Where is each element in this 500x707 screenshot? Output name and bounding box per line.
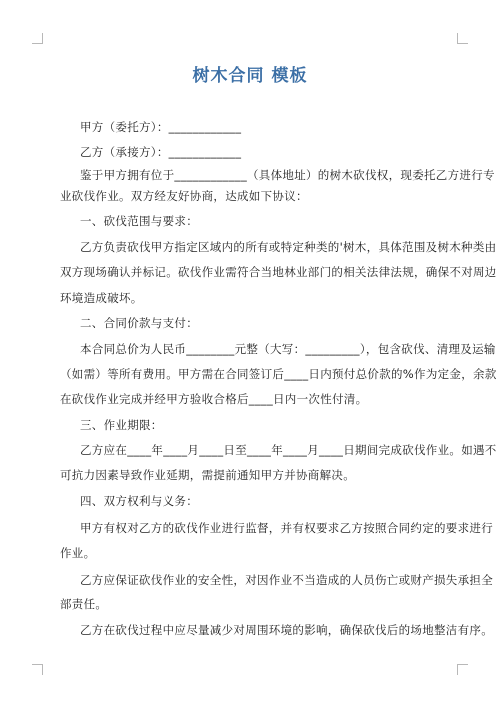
party-a-line: 甲方（委托方）：____________ bbox=[80, 120, 242, 134]
crop-mark-bottom-left bbox=[32, 664, 43, 675]
section-1-line-3: 环境造成破坏。 bbox=[60, 291, 143, 305]
section-1-line-1: 乙方负责砍伐甲方指定区域内的所有或特定种类的'树木，具体范围及树木种类由 bbox=[80, 240, 497, 254]
section-2-heading: 二、合同价款与支付： bbox=[80, 316, 198, 330]
section-2-line-1: 本合同总价为人民币________元整（大写：_________），包含砍伐、清理及运输 bbox=[80, 342, 496, 356]
crop-mark-bottom-right bbox=[457, 664, 468, 675]
preamble-line-1: 鉴于甲方拥有位于____________（具体地址）的树木砍伐权，现委托乙方进行专 bbox=[80, 168, 495, 182]
crop-mark-top-left bbox=[32, 33, 43, 44]
section-4-line-5: 乙方在砍伐过程中应尽量减少对周围环境的影响，确保砍伐后的场地整洁有序。 bbox=[80, 623, 493, 637]
party-b-line: 乙方（承接方）：____________ bbox=[80, 145, 242, 159]
section-4-line-3: 乙方应保证砍伐作业的安全性，对因作业不当造成的人员伤亡或财产损失承担全 bbox=[80, 573, 493, 587]
section-4-heading: 四、双方权利与义务： bbox=[80, 494, 198, 508]
document-title: 树木合同 模板 bbox=[192, 66, 308, 86]
section-3-line-2: 可抗力因素导致作业延期，需提前通知甲方并协商解决。 bbox=[60, 468, 355, 482]
preamble-line-2: 业砍伐作业。双方经友好协商，达成如下协议： bbox=[60, 189, 308, 203]
section-2-line-2: （如需）等所有费用。甲方需在合同签订后____日内预付总价款的%作为定金，余款 bbox=[60, 367, 497, 381]
section-4-line-2: 作业。 bbox=[60, 546, 96, 560]
section-4-line-1: 甲方有权对乙方的砍伐作业进行监督，并有权要求乙方按照合同约定的要求进行 bbox=[80, 521, 493, 535]
section-1-line-2: 双方现场确认并标记。砍伐作业需符合当地林业部门的相关法律法规，确保不对周边 bbox=[60, 265, 497, 279]
section-1-heading: 一、砍伐范围与要求： bbox=[80, 214, 198, 228]
section-2-line-3: 在砍伐作业完成并经甲方验收合格后____日内一次性付清。 bbox=[60, 392, 368, 406]
section-4-line-4: 部责任。 bbox=[60, 597, 108, 611]
section-3-heading: 三、作业期限： bbox=[80, 418, 163, 432]
section-3-line-1: 乙方应在____年____月____日至____年____月____日期间完成砍伐作业。如遇不 bbox=[80, 443, 497, 457]
crop-mark-top-right bbox=[457, 33, 468, 44]
